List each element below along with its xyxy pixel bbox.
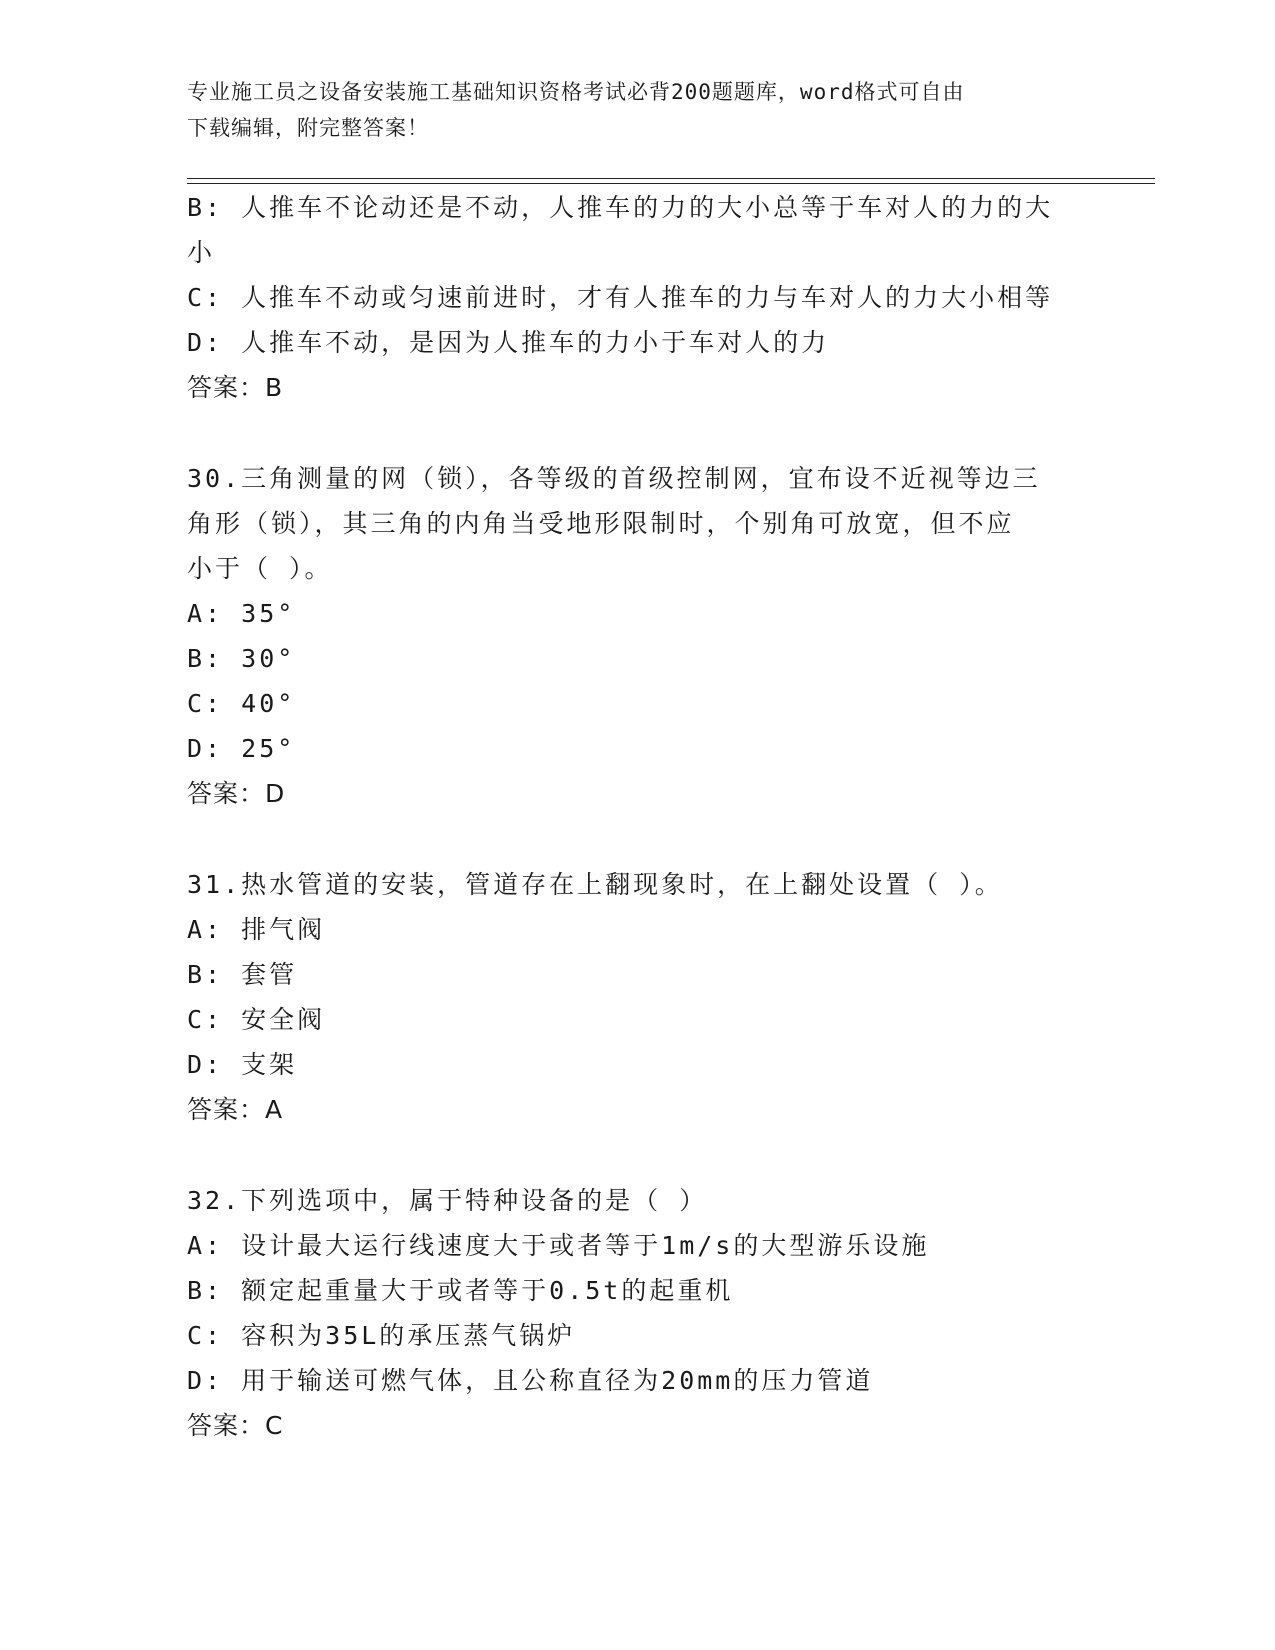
question-32 [187,1178,1087,1448]
header-divider-bottom [187,183,1155,184]
question-29-continued [187,185,1087,410]
option-a: A: 35° [187,599,296,628]
spacer [187,1132,1087,1178]
spacer [187,410,1087,456]
answer: 答案：A [187,1095,284,1124]
page-header [187,74,1067,146]
option-b: B: 人推车不论动还是不动，人推车的力的大小总等于车对人的力的大 [187,193,1054,222]
option-b-wrap: 小 [187,238,216,267]
question-text: 32.下列选项中，属于特种设备的是（ ） [187,1186,708,1215]
answer: 答案：D [187,779,286,808]
header-title-line2: 下载编辑，附完整答案！ [187,116,429,140]
option-b: B: 套管 [187,960,298,989]
option-d: D: 用于输送可燃气体，且公称直径为20mm的压力管道 [187,1366,874,1395]
answer: 答案：C [187,1411,284,1440]
header-title-line1: 专业施工员之设备安装施工基础知识资格考试必背200题题库，word格式可自由 [187,80,965,104]
question-31 [187,862,1087,1132]
header-divider-top [187,178,1155,179]
spacer [187,816,1087,862]
option-d: D: 25° [187,734,296,763]
option-d: D: 支架 [187,1050,298,1079]
question-list [187,185,1087,1448]
option-a: A: 设计最大运行线速度大于或者等于1m/s的大型游乐设施 [187,1231,930,1260]
option-a: A: 排气阀 [187,915,326,944]
question-text: 31.热水管道的安装，管道存在上翻现象时，在上翻处设置（ ）。 [187,870,1003,899]
option-d: D: 人推车不动，是因为人推车的力小于车对人的力 [187,328,830,357]
option-b: B: 30° [187,644,296,673]
option-c: C: 40° [187,689,296,718]
option-b: B: 额定起重量大于或者等于0.5t的起重机 [187,1276,734,1305]
option-c: C: 容积为35L的承压蒸气锅炉 [187,1321,576,1350]
answer: 答案：B [187,373,284,402]
question-text: 小于（ ）。 [187,554,333,583]
question-text: 角形（锁），其三角的内角当受地形限制时，个别角可放宽，但不应 [187,509,1015,538]
question-30 [187,456,1087,816]
question-text: 30.三角测量的网（锁），各等级的首级控制网，宜布设不近视等边三 [187,464,1041,493]
option-c: C: 安全阀 [187,1005,326,1034]
option-c: C: 人推车不动或匀速前进时，才有人推车的力与车对人的力大小相等 [187,283,1054,312]
